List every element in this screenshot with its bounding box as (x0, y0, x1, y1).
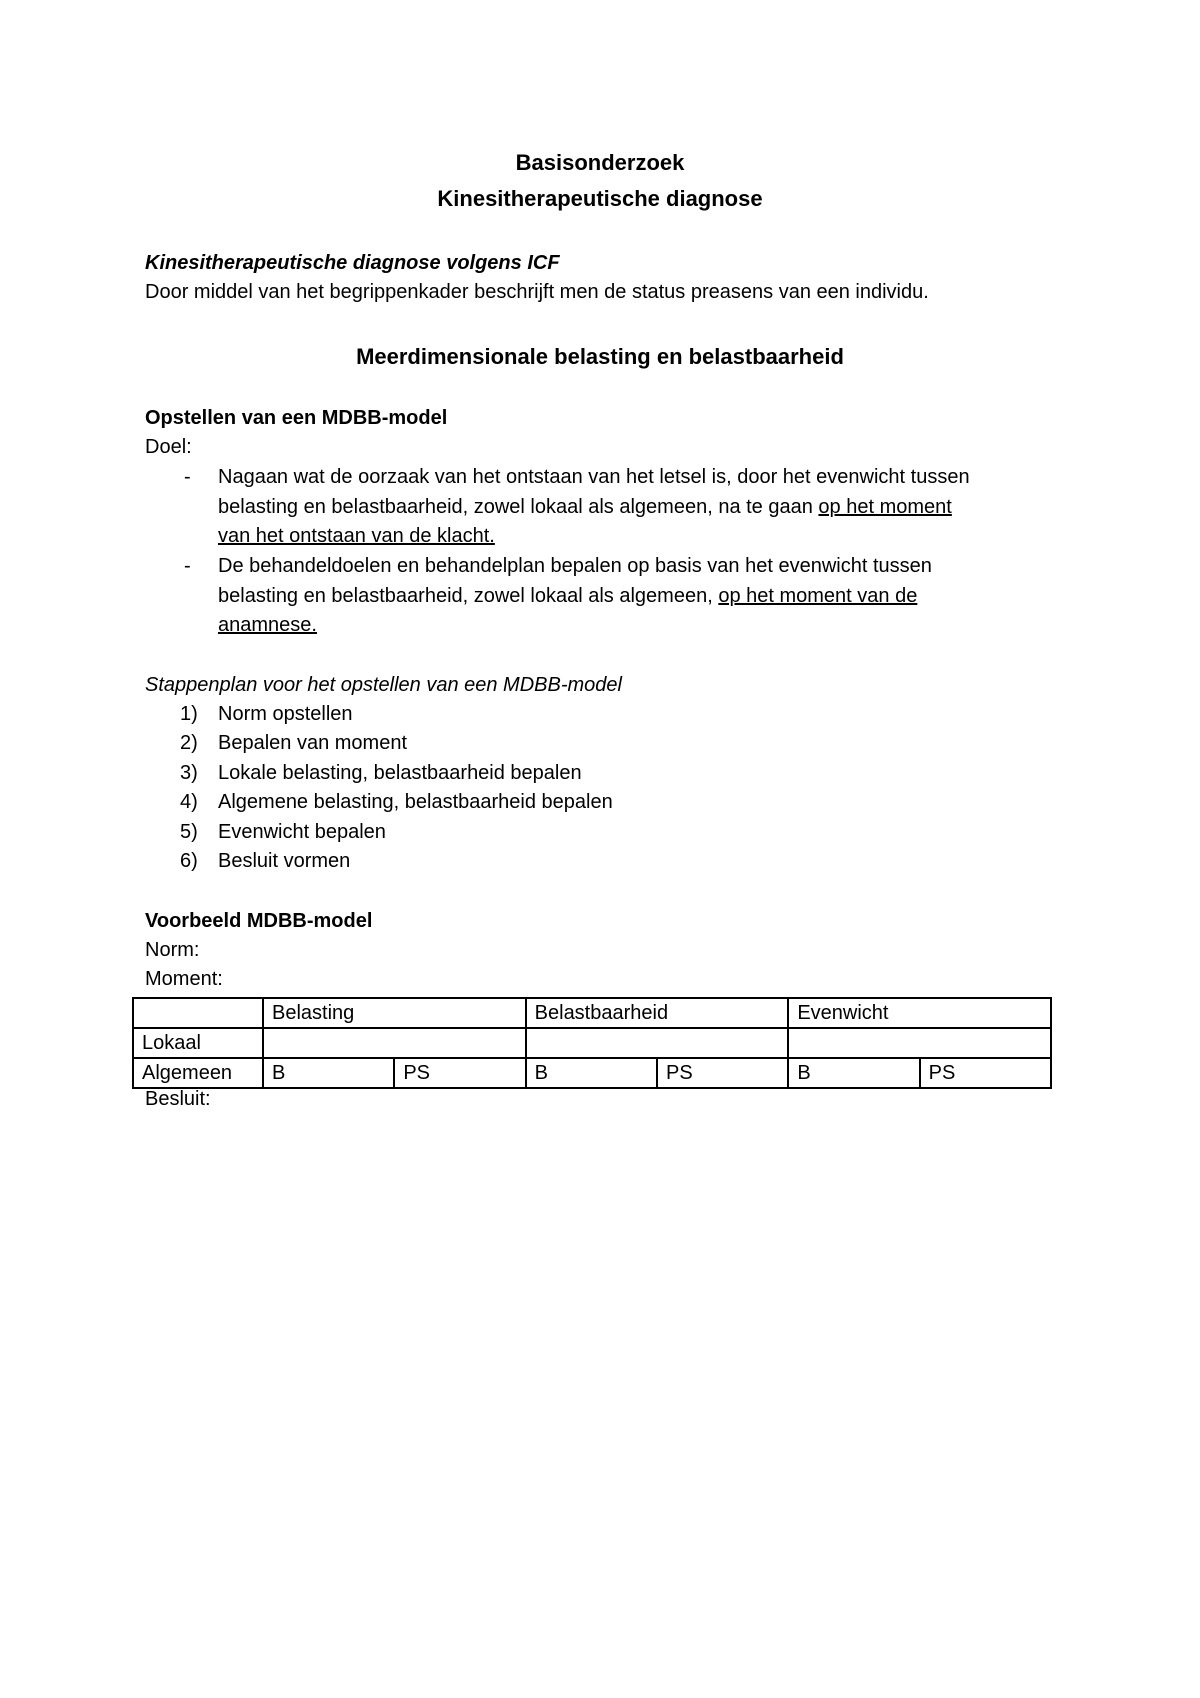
voorbeeld-heading: Voorbeeld MDBB-model (145, 910, 373, 932)
table-cell (263, 1028, 526, 1058)
besluit-label: Besluit: (145, 1088, 211, 1110)
bullet-2-line-3: anamnese. (218, 614, 317, 636)
row-label-lokaal: Lokaal (133, 1028, 263, 1058)
table-cell: PS (394, 1058, 525, 1088)
step-number: 2) (180, 732, 198, 754)
step-label: Algemene belasting, belastbaarheid bepalen (218, 791, 613, 813)
table-header-row (133, 998, 1051, 1028)
step-label: Norm opstellen (218, 703, 353, 725)
icf-heading: Kinesitherapeutische diagnose volgens ICF (145, 252, 560, 274)
step-number: 4) (180, 791, 198, 813)
bullet-dash: - (184, 555, 191, 577)
document-subtitle: Kinesitherapeutische diagnose (437, 186, 763, 211)
bullet-1-line-2 (218, 496, 952, 519)
bullet-2-line-1: De behandeldoelen en behandelplan bepalen op basis van het evenwicht tussen (218, 555, 932, 577)
table-row-lokaal (133, 1028, 1051, 1058)
header-belasting: Belasting (263, 998, 526, 1028)
bullet-1-emphasis: op het moment (818, 496, 952, 518)
table-cell (788, 1028, 1051, 1058)
table-row-algemeen (133, 1058, 1051, 1088)
table-cell: PS (920, 1058, 1051, 1088)
bullet-1-line-1: Nagaan wat de oorzaak van het ontstaan van het letsel is, door het evenwicht tussen (218, 466, 970, 488)
bullet-1-line-3: van het ontstaan van de klacht. (218, 525, 495, 547)
table-cell (526, 1028, 789, 1058)
icf-text: Door middel van het begrippenkader beschrijft men de status preasens van een individu. (145, 281, 929, 303)
bullet-2-line-2 (218, 585, 917, 608)
step-number: 1) (180, 703, 198, 725)
step-label: Lokale belasting, belastbaarheid bepalen (218, 762, 582, 784)
bullet-dash: - (184, 466, 191, 488)
bullet-2-emphasis: op het moment van de (718, 585, 918, 607)
table-cell (133, 998, 263, 1028)
table-cell: PS (657, 1058, 788, 1088)
step-label: Evenwicht bepalen (218, 821, 386, 843)
step-number: 5) (180, 821, 198, 843)
step-label: Besluit vormen (218, 850, 351, 872)
opstellen-heading: Opstellen van een MDBB-model (145, 407, 448, 429)
table-cell: B (263, 1058, 394, 1088)
bullet-1-line-2-text: belasting en belastbaarheid, zowel lokaal als algemeen, na te gaan (218, 496, 819, 518)
document-title: Basisonderzoek (515, 150, 685, 175)
header-belastbaarheid: Belastbaarheid (526, 998, 789, 1028)
moment-label: Moment: (145, 968, 223, 990)
norm-label: Norm: (145, 939, 200, 961)
mdbb-heading: Meerdimensionale belasting en belastbaarheid (356, 344, 844, 369)
row-label-algemeen: Algemeen (133, 1058, 263, 1088)
step-number: 3) (180, 762, 198, 784)
header-evenwicht: Evenwicht (788, 998, 1051, 1028)
table-cell: B (526, 1058, 657, 1088)
table-cell: B (788, 1058, 919, 1088)
doel-label: Doel: (145, 436, 192, 458)
step-label: Bepalen van moment (218, 732, 408, 754)
step-number: 6) (180, 850, 198, 872)
stappenplan-heading: Stappenplan voor het opstellen van een MDBB-model (145, 674, 622, 696)
bullet-2-line-2-text: belasting en belastbaarheid, zowel lokaal als algemeen, (218, 585, 719, 607)
mdbb-table (132, 997, 1052, 1089)
